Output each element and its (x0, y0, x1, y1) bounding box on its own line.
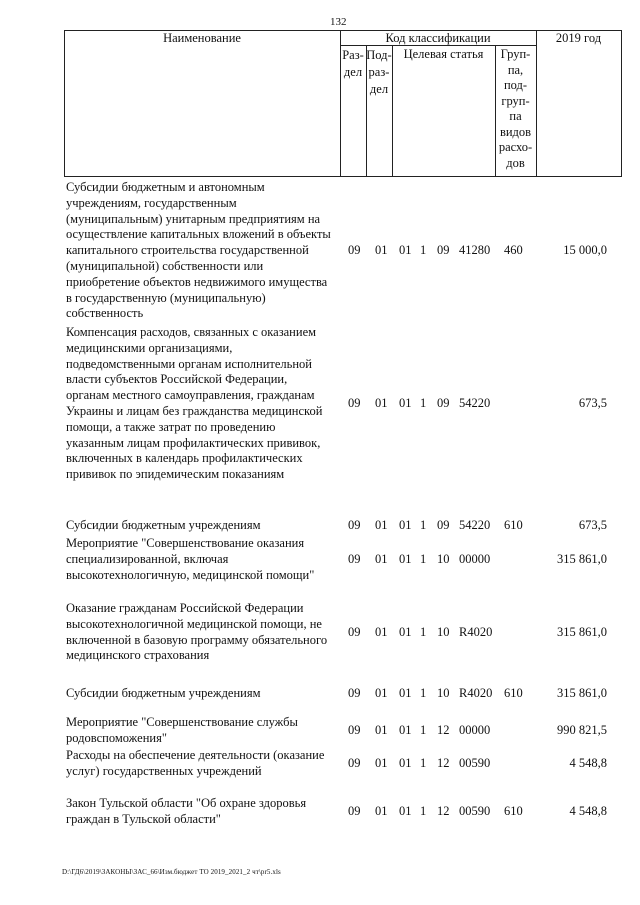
code-target-subprogram: 1 (420, 686, 427, 700)
row-name-line: Мероприятие "Совершенствование службы (66, 715, 298, 729)
row-name-line: Мероприятие "Совершенствование оказания (66, 536, 305, 550)
code-target-event: 10 (437, 686, 450, 700)
header-group (495, 47, 536, 171)
row-name-line: Субсидии бюджетным учреждениям (66, 686, 261, 700)
code-target-direction: R4020 (459, 625, 493, 639)
code-podrazdel: 01 (375, 686, 388, 700)
code-target-program: 01 (399, 686, 412, 700)
code-target-direction: R4020 (459, 686, 493, 700)
row-name-line: включенных в календарь профилактических (66, 451, 303, 466)
code-razdel: 09 (348, 625, 361, 639)
header-group-line: расхо- (498, 140, 533, 154)
row-name (66, 686, 338, 702)
header-group-line: под- (503, 78, 528, 92)
code-podrazdel: 01 (375, 552, 388, 566)
code-podrazdel: 01 (375, 243, 388, 257)
row-name-line: учреждениям, государственным (66, 195, 237, 210)
row-name (66, 715, 338, 747)
header-razdel-line: дел (343, 65, 363, 79)
row-name (66, 748, 338, 780)
amount-2019: 315 861,0 (557, 552, 607, 566)
row-name-line: Компенсация расходов, связанных с оказанием (66, 325, 317, 339)
header-right-border (621, 30, 622, 177)
amount-2019: 990 821,5 (557, 723, 607, 737)
row-name-line: граждан в Тульской области" (66, 811, 221, 826)
header-group-line: груп- (501, 93, 530, 108)
code-razdel: 09 (348, 396, 361, 410)
code-podrazdel: 01 (375, 756, 388, 770)
row-name-line: власти субъектов Российской Федерации, (66, 372, 288, 387)
code-podrazdel: 01 (375, 518, 388, 532)
code-target-event: 09 (437, 518, 450, 532)
amount-2019: 673,5 (578, 518, 607, 532)
code-target-program: 01 (399, 518, 412, 532)
row-name-line: высокотехнологичную, медицинской помощи" (66, 567, 315, 582)
row-name-line: Украины и лицам без гражданства медицинской (66, 403, 323, 418)
amount-2019: 15 000,0 (563, 243, 607, 257)
code-podrazdel: 01 (375, 723, 388, 737)
row-name (66, 796, 338, 828)
code-target-direction: 54220 (459, 396, 491, 410)
amount-2019: 315 861,0 (557, 686, 607, 700)
code-expense-group: 460 (504, 243, 523, 257)
row-name-line: Оказание гражданам Российской Федерации (66, 601, 304, 615)
code-target-subprogram: 1 (420, 756, 427, 770)
code-target-program: 01 (399, 396, 412, 410)
code-target-subprogram: 1 (420, 243, 427, 257)
code-target-subprogram: 1 (420, 804, 427, 818)
row-name-line: помощи, а также затрат по проведению (66, 419, 276, 434)
header-podrazdel (366, 47, 392, 98)
row-name-line: органам местного самоуправления, гражданам (66, 388, 315, 403)
row-name-line: специализированной, включая (66, 551, 229, 566)
header-group-line: видов (499, 124, 532, 139)
code-target-event: 12 (437, 756, 450, 770)
code-podrazdel: 01 (375, 804, 388, 818)
code-target-program: 01 (399, 625, 412, 639)
code-target-event: 10 (437, 552, 450, 566)
row-name-line: капитального строительства государственной (66, 243, 309, 258)
header-group-line: па (509, 109, 522, 123)
header-left-border (64, 30, 65, 177)
header-group-line: па, (507, 62, 524, 77)
header-podrazdel-line: Под- (366, 48, 392, 62)
code-target-direction: 00000 (459, 552, 491, 566)
code-target-event: 09 (437, 243, 450, 257)
header-razdel-line: Раз- (342, 48, 364, 62)
row-name (66, 601, 338, 664)
header-podrazdel-divider (392, 45, 393, 176)
code-target-program: 01 (399, 723, 412, 737)
code-target-program: 01 (399, 804, 412, 818)
code-target-subprogram: 1 (420, 625, 427, 639)
row-name-line: осуществление капитальных вложений в объекты (66, 227, 331, 242)
code-razdel: 09 (348, 804, 361, 818)
row-name-line: указанным лицам профилактических прививок, (66, 435, 321, 450)
code-target-event: 12 (437, 804, 450, 818)
code-target-program: 01 (399, 243, 412, 257)
code-target-subprogram: 1 (420, 723, 427, 737)
header-group-line: дов (506, 155, 525, 170)
code-target-direction: 00000 (459, 723, 491, 737)
code-target-subprogram: 1 (420, 396, 427, 410)
row-name-line: медицинскими организациями, (66, 340, 233, 355)
code-razdel: 09 (348, 686, 361, 700)
header-group-line: Груп- (500, 47, 531, 61)
row-name-line: (муниципальным) унитарным предприятиям на (66, 211, 321, 226)
code-target-subprogram: 1 (420, 552, 427, 566)
header-podrazdel-line: раз- (368, 65, 390, 79)
row-name-line: Субсидии бюджетным учреждениям (66, 518, 261, 532)
code-razdel: 09 (348, 518, 361, 532)
row-name-line: прививок по эпидемическим показаниям (66, 467, 285, 482)
code-podrazdel: 01 (375, 625, 388, 639)
row-name-line: (муниципальной) собственности или (66, 258, 264, 273)
amount-2019: 4 548,8 (569, 804, 607, 818)
code-razdel: 09 (348, 723, 361, 737)
code-target-direction: 00590 (459, 804, 491, 818)
code-target-direction: 00590 (459, 756, 491, 770)
header-podrazdel-line: дел (369, 82, 389, 96)
row-name-line: услуг) государственных учреждений (66, 763, 262, 778)
code-razdel: 09 (348, 243, 361, 257)
page-number: 132 (330, 16, 347, 28)
code-expense-group: 610 (504, 686, 523, 700)
code-target-event: 10 (437, 625, 450, 639)
row-name-line: Субсидии бюджетным и автономным (66, 180, 265, 194)
row-name-line: высокотехнологичной медицинской помощи, не (66, 616, 322, 631)
row-name (66, 536, 338, 583)
amount-2019: 673,5 (578, 396, 607, 410)
amount-2019: 4 548,8 (569, 756, 607, 770)
code-target-event: 09 (437, 396, 450, 410)
code-expense-group: 610 (504, 518, 523, 532)
row-name-line: Закон Тульской области "Об охране здоровья (66, 796, 307, 810)
row-name-line: Расходы на обеспечение деятельности (оказание (66, 748, 325, 762)
header-classification: Код классификации (385, 31, 491, 45)
row-name-line: включенной в базовую программу обязательного (66, 632, 328, 647)
header-name: Наименование (163, 31, 241, 45)
code-target-subprogram: 1 (420, 518, 427, 532)
header-razdel (340, 47, 366, 81)
code-razdel: 09 (348, 552, 361, 566)
row-name (66, 518, 338, 534)
row-name-line: приобретение объектов недвижимого имущества (66, 274, 328, 289)
file-path-footer: D:\ГД6\2019\ЗАКОНЫ\ЗАС_66\Изм.бюджет ТО 2019_2021_2 чт\pr5.xls (62, 868, 281, 876)
code-target-direction: 41280 (459, 243, 491, 257)
row-name-line: собственность (66, 306, 144, 321)
code-razdel: 09 (348, 756, 361, 770)
header-group-divider (536, 30, 537, 177)
header-year: 2019 год (555, 31, 602, 45)
row-name-line: родовспоможения" (66, 730, 167, 745)
code-target-program: 01 (399, 552, 412, 566)
amount-2019: 315 861,0 (557, 625, 607, 639)
header-target: Целевая статья (403, 47, 484, 61)
code-expense-group: 610 (504, 804, 523, 818)
code-target-program: 01 (399, 756, 412, 770)
row-name-line: подведомственными органам исполнительной (66, 356, 312, 371)
row-name (66, 325, 338, 483)
header-bottom-border (64, 176, 622, 177)
row-name (66, 180, 338, 322)
code-target-event: 12 (437, 723, 450, 737)
row-name-line: в государственную (муниципальную) (66, 290, 266, 305)
code-podrazdel: 01 (375, 396, 388, 410)
row-name-line: медицинского страхования (66, 648, 210, 663)
code-target-direction: 54220 (459, 518, 491, 532)
